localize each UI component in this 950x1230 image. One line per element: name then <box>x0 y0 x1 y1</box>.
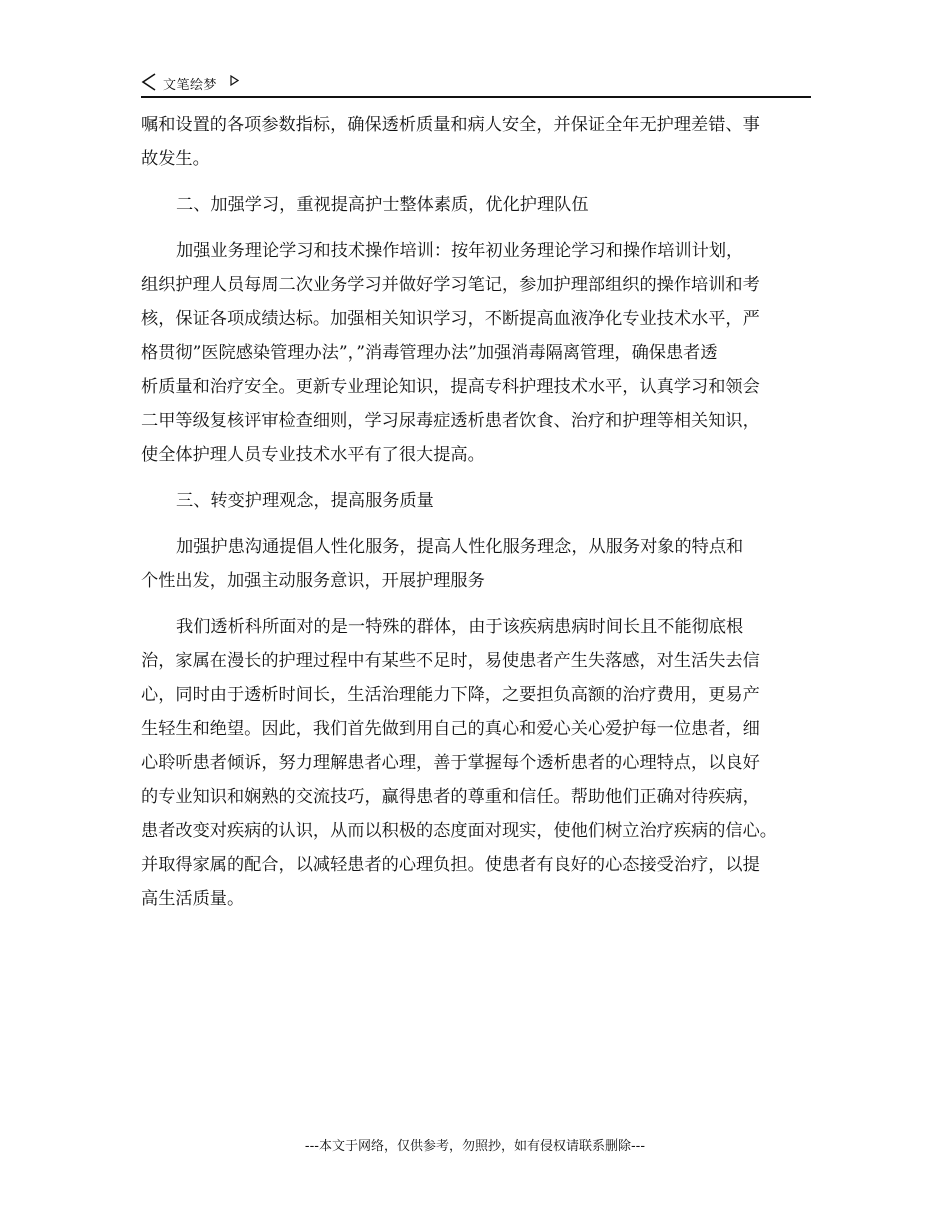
text-line: 心聆听患者倾诉，努力理解患者心理，善于掌握每个透析患者的心理特点，以良好 <box>141 753 760 773</box>
paragraph <box>141 610 821 916</box>
text-line: 治，家属在漫长的护理过程中有某些不足时，易使患者产生失落感，对生活失去信 <box>141 651 760 671</box>
left-arrow-icon <box>141 73 157 91</box>
text-line: 个性出发，加强主动服务意识，开展护理服务 <box>141 571 485 591</box>
brand-name: 文笔绘梦 <box>163 78 218 93</box>
text-line: 故发生。 <box>141 149 210 169</box>
text-line: 二、加强学习，重视提高护士整体素质，优化护理队伍 <box>176 195 589 215</box>
paragraph-gap <box>141 518 821 530</box>
paragraph <box>141 188 821 222</box>
text-line: 心，同时由于透析时间长，生活治理能力下降，之要担负高额的治疗费用，更易产 <box>141 685 760 705</box>
paragraph-gap <box>141 598 821 610</box>
text-line: 嘱和设置的各项参数指标，确保透析质量和病人安全，并保证全年无护理差错、事 <box>141 115 760 135</box>
text-line: 二甲等级复核评审检查细则，学习尿毒症透析患者饮食、治疗和护理等相关知识， <box>141 411 760 431</box>
paragraph-gap <box>141 222 821 234</box>
paragraph <box>141 530 821 598</box>
text-line: 加强护患沟通提倡人性化服务，提高人性化服务理念，从服务对象的特点和 <box>176 537 744 557</box>
text-line: 析质量和治疗安全。更新专业理论知识，提高专科护理技术水平，认真学习和领会 <box>141 377 760 397</box>
text-line: 加强业务理论学习和技术操作培训：按年初业务理论学习和操作培训计划， <box>176 241 744 261</box>
text-line: 组织护理人员每周二次业务学习并做好学习笔记，参加护理部组织的操作培训和考 <box>141 275 760 295</box>
page-header <box>141 72 811 94</box>
text-line: 的专业知识和娴熟的交流技巧，赢得患者的尊重和信任。帮助他们正确对待疾病， <box>141 787 760 807</box>
right-arrow-icon <box>230 75 239 86</box>
text-line: 使全体护理人员专业技术水平有了很大提高。 <box>141 445 485 465</box>
document-body <box>141 108 821 916</box>
text-line: 并取得家属的配合，以减轻患者的心理负担。使患者有良好的心态接受治疗，以提 <box>141 855 760 875</box>
text-line: 患者改变对疾病的认识，从而以积极的态度面对现实，使他们树立治疗疾病的信心。 <box>141 821 777 841</box>
header-divider <box>141 96 811 98</box>
text-line: 我们透析科所面对的是一特殊的群体，由于该疾病患病时间长且不能彻底根 <box>176 617 744 637</box>
paragraph-gap <box>141 472 821 484</box>
paragraph <box>141 234 821 472</box>
paragraph <box>141 484 821 518</box>
text-line: 高生活质量。 <box>141 889 245 909</box>
paragraph-gap <box>141 176 821 188</box>
text-line: 格贯彻”医院感染管理办法”，”消毒管理办法”加强消毒隔离管理，确保患者透 <box>141 343 718 363</box>
text-line: 三、转变护理观念，提高服务质量 <box>176 491 434 511</box>
text-line: 生轻生和绝望。因此，我们首先做到用自己的真心和爱心关心爱护每一位患者，细 <box>141 719 760 739</box>
paragraph <box>141 108 821 176</box>
footer-disclaimer: ---本文于网络，仅供参考，勿照抄，如有侵权请联系删除--- <box>304 1139 646 1154</box>
text-line: 核，保证各项成绩达标。加强相关知识学习，不断提高血液净化专业技术水平，严 <box>141 309 760 329</box>
